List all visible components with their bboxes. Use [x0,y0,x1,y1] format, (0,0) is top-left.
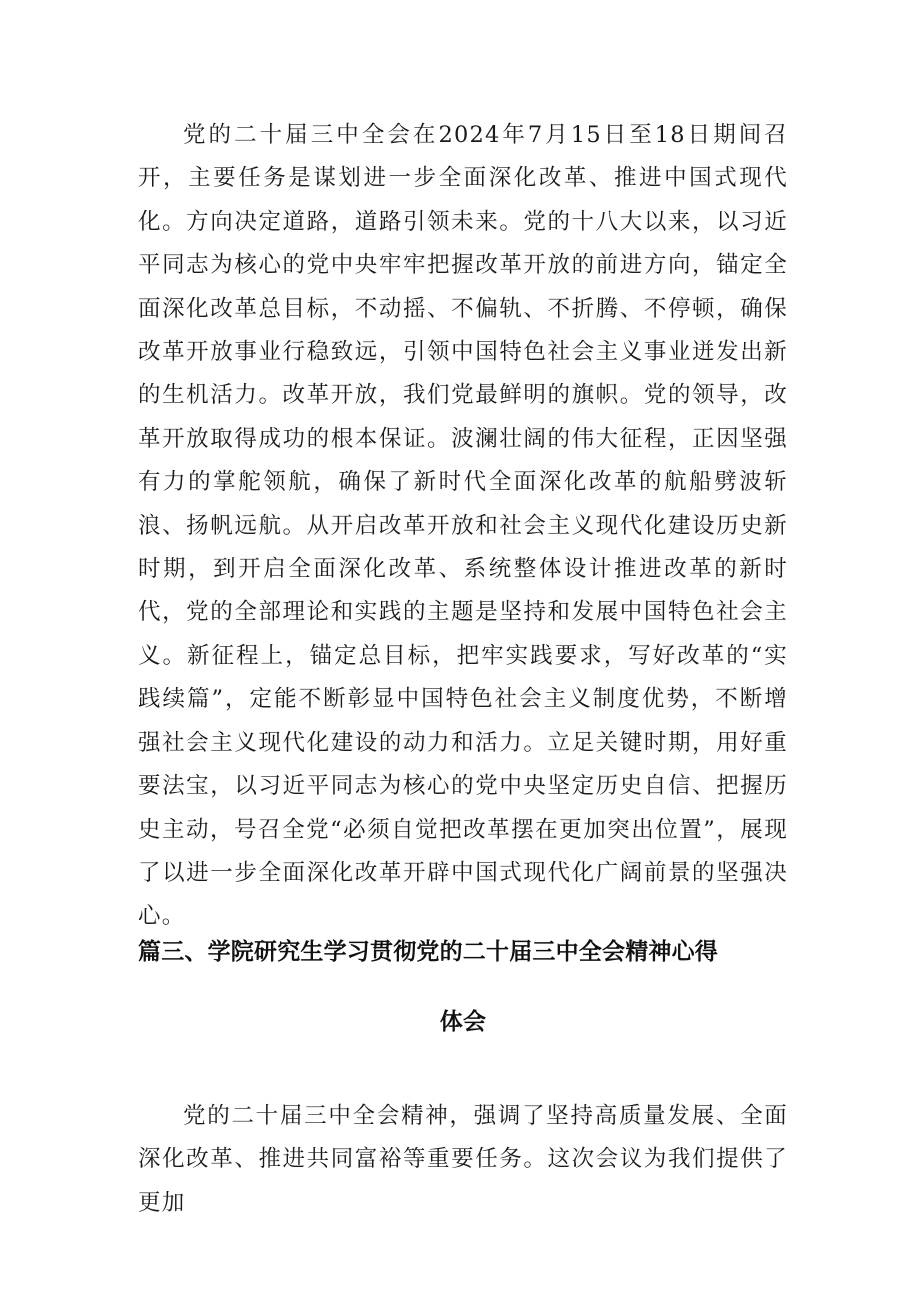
section-heading: 篇三、学院研究生学习贯彻党的二十届三中全会精神心得 [138,939,718,965]
section-heading-continuation: 体会 [439,1009,487,1035]
body-paragraph: 党的二十届三中全会精神，强调了坚持高质量发展、全面深化改革、推进共同富裕等重要任务。这次会议为我们提供了更加 [138,1103,788,1216]
body-paragraph: 党的二十届三中全会在2024年7月15日至18日期间召开，主要任务是谋划进一步全面深化改革、推进中国式现代化。方向决定道路，道路引领未来。党的十八大以来，以习近平同志为核心的党中央牢牢把握改革开放的前进方向，锚定全面深化改革总目标，不动摇、不偏轨、不折腾、不停顿，确保改革开放事业行稳致远，引领中国特色社会主义事业迸发出新的生机活力。改革开放，我们党最鲜明的旗帜。党的领导，改革开放取得成功的根本保证。波澜壮阔的伟大征程，正因坚强有力的掌舵领航，确保了新时代全面深化改革的航船劈波斩浪、扬帆远航。从开启改革开放和社会主义现代化建设历史新时期，到开启全面深化改革、系统整体设计推进改革的新时代，党的全部理论和实践的主题是坚持和发展中国特色社会主义。新征程上，锚定总目标，把牢实践要求，写好改革的“实践续篇”，定能不断彰显中国特色社会主义制度优势，不断增强社会主义现代化建设的动力和活力。立足关键时期，用好重要法宝，以习近平同志为核心的党中央坚定历史自信、把握历史主动，号召全党“必须自觉把改革摆在更加突出位置”，展现了以进一步全面深化改革开辟中国式现代化广阔前景的坚强决心。 [138,122,788,930]
